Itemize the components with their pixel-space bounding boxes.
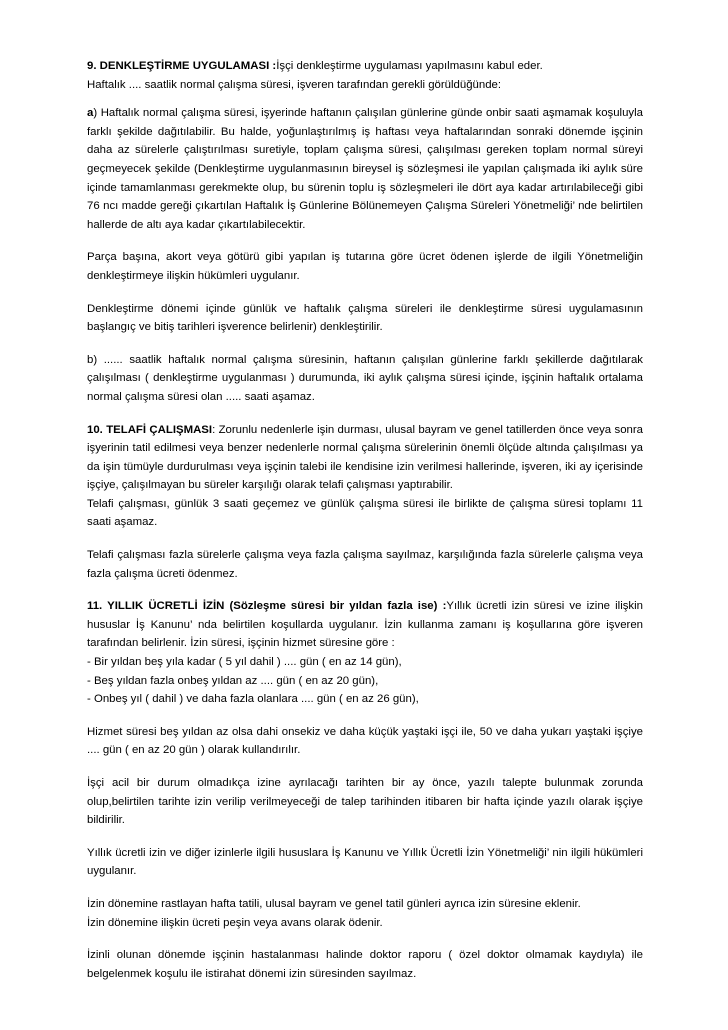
section-9-heading: 9. DENKLEŞTİRME UYGULAMASI :: [87, 60, 277, 72]
section-9-intro-text: İşçi denkleştirme uygulaması yapılmasını kabul eder.: [276, 60, 543, 72]
section-11-notice: İşçi acil bir durum olmadıkça izine ayrılacağı tarihten bir ay önce, yazılı talepte bulunmak zorunda olup,belirtilen tarihte izin verilip verilmeyeceği de talep tarihinden itibaren bir hafta içinde yazılı olarak işçiye bildirilir.: [87, 777, 643, 827]
section-9-first-line: [87, 57, 643, 76]
section-9-item-b: b) ...... saatlik haftalık normal çalışma süresinin, haftanın çalışılan günlerine farklı şekillerde dağıtılarak çalışılması ( denkleştirme uygulanması ) durumunda, iki aylık çalışma süresi içinde, işçinin haftalık ortalama normal çalışma süresi olan ..... saati aşamaz.: [87, 353, 643, 403]
document-page: [87, 57, 643, 997]
leave-item: - Bir yıldan beş yıla kadar ( 5 yıl dahil ) .... gün ( en az 14 gün),: [87, 656, 402, 669]
item-a-label: a: [87, 107, 94, 120]
section-10-overtime: Telafi çalışması fazla sürelerle çalışma veya fazla çalışma sayılmaz, karşılığında fazla sürelerle çalışma veya fazla çalışma ücreti ödenmez.: [87, 549, 643, 580]
section-11-holidays: [87, 895, 643, 932]
section-9-second-line: Haftalık .... saatlik normal çalışma süresi, işveren tarafından gerekli görüldüğünde:: [87, 78, 502, 91]
section-11-age: Hizmet süresi beş yıldan az olsa dahi onsekiz ve daha küçük yaştaki işçi ile, 50 ve daha yukarı yaştaki işçiye .... gün ( en az 20 gün ) olarak kullandırılır.: [87, 725, 643, 757]
leave-item: - Beş yıldan fazla onbeş yıldan az .... gün ( en az 20 gün),: [87, 674, 379, 687]
section-11-rules: Yıllık ücretli izin ve diğer izinlerle ilgili hususlara İş Kanunu ve Yıllık Ücretli İzin Yönetmeliği’ nin ilgili hükümleri uygulanır.: [87, 846, 643, 878]
section-10-limit: Telafi çalışması, günlük 3 saati geçemez ve günlük çalışma süresi ile birlikte de çalışma süresi toplamı 11 saati aşamaz.: [87, 497, 643, 529]
section-9-item-a: [87, 104, 643, 234]
section-10-text: : Zorunlu nedenlerle işin durması, ulusal bayram ve genel tatillerden önce veya sonra işyerinin tatil edilmesi veya benzer nedenlerle normal çalışma sürelerinin önemli ölçüde altında çalışılması ya da işin tümüyle durdurulması veya işçinin talebi ile kendisine izin verilmesi hallerinde, işveren, iki ay içerisinde işçiye, çalışılmayan bu süreler karşılığı olarak telafi çalışması yaptırabilir.: [87, 423, 643, 492]
item-a-text: ) Haftalık normal çalışma süresi, işyerinde haftanın çalışılan günlerine günde onbir saati aşmamak koşuluyla farklı şekilde dağıtılabilir. Bu halde, yoğunlaştırılmış iş haftası veya haftalarından sonraki dönemde işçinin daha az sürelerle çalıştırılması suretiyle, toplam çalışma süresi, çalışılması gereken toplam normal süreyi geçmeyecek şekilde (Denkleştirme uygulanmasının bireysel iş sözleşmesi ile yapılan çalışmada iki aylık süre içinde tamamlanması gerekmekte olup, bu sürenin toplu iş sözleşmeleri ile dört aya kadar artırılabileceği gibi 76 ncı madde gereği çıkartılan Haftalık İş Günlerine Bölünemeyen Çalışma Süreleri Yönetmeliği’ nde belirtilen hallerde de altı aya kadar çıkartılabilecektir.: [87, 107, 643, 231]
section-9-period: Denkleştirme dönemi içinde günlük ve haftalık çalışma süreleri ile denkleştirme süresi uygulamasının başlangıç ve bitiş tarihleri işverence belirlenir) denkleştirilir.: [87, 302, 643, 334]
holidays-line-2: İzin dönemine ilişkin ücreti peşin veya avans olarak ödenir.: [87, 916, 383, 929]
section-10-heading: 10. TELAFİ ÇALIŞMASI: [87, 423, 213, 436]
holidays-line-1: İzin dönemine rastlayan hafta tatili, ulusal bayram ve genel tatil günleri ayrıca izin süresine eklenir.: [87, 897, 581, 910]
section-11-text: Yıllık ücretli izin süresi ve izine ilişkin hususlar İş Kanunu’ nda belirtilen koşullarda uygulanır. İzin kullanma zamanı iş koşullarına göre işveren tarafından belirlenir. İzin süresi, işçinin hizmet süresine göre :: [87, 600, 643, 650]
section-11-sick: İzinli olunan dönemde işçinin hastalanması halinde doktor raporu ( özel doktor olmamak kaydıyla) ile belgelenmek koşulu ile istirahat dönemi izin süresinden sayılmaz.: [87, 949, 643, 980]
section-11: [87, 597, 643, 709]
section-9-intro: [87, 57, 643, 94]
section-11-heading: 11. YILLIK ÜCRETLİ İZİN (Sözleşme süresi bir yıldan fazla ise) :: [87, 600, 447, 613]
section-9-piece-work: Parça başına, akort veya götürü gibi yapılan iş tutarına göre ücret ödenen işlerde de ilgili Yönetmeliğin denkleştirmeye ilişkin hükümleri uygulanır.: [87, 251, 643, 282]
section-10: [87, 421, 643, 533]
leave-item: - Onbeş yıl ( dahil ) ve daha fazla olanlara .... gün ( en az 26 gün),: [87, 693, 419, 706]
